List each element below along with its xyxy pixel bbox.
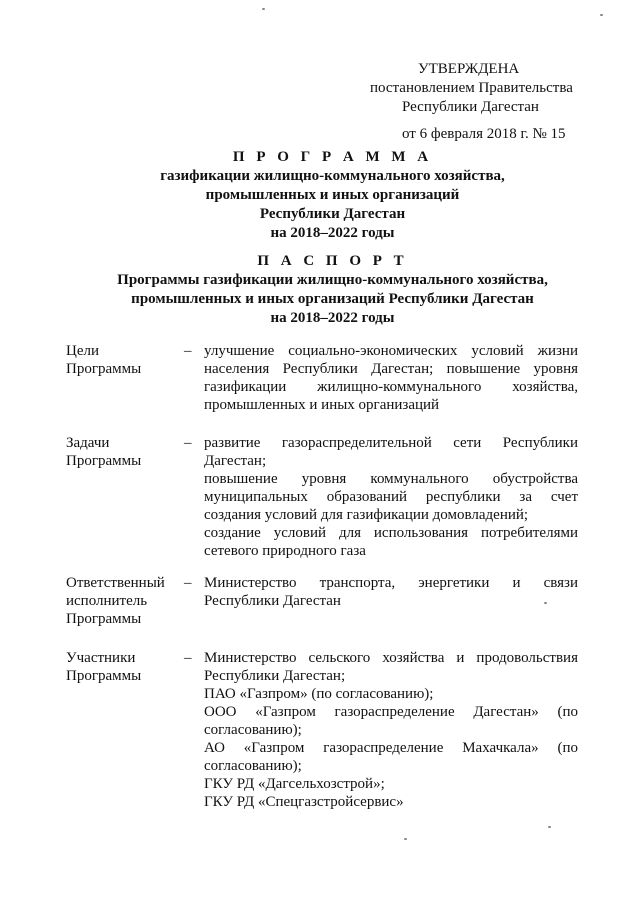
row-label: Задачи Программы <box>66 435 142 469</box>
program-title-line: на 2018–2022 годы <box>270 225 395 241</box>
row-label: Участники Программы <box>66 650 142 684</box>
passport-heading: П А С П О Р Т <box>257 253 408 269</box>
passport-title-line: на 2018–2022 годы <box>270 310 395 326</box>
approval-block <box>370 60 600 144</box>
program-title-line: Республики Дагестан <box>259 206 406 222</box>
row-dash: – <box>184 343 192 359</box>
program-title-line: газификации жилищно-коммунального хозяйства, <box>160 168 505 184</box>
scan-speck <box>544 602 547 604</box>
row-label: Ответственный исполнитель Программы <box>66 575 165 627</box>
passport-title-line: промышленных и иных организаций Республики Дагестан <box>131 291 534 307</box>
approval-date: от 6 февраля 2018 г. № 15 <box>402 126 566 142</box>
row-label: Цели Программы <box>66 343 142 377</box>
passport-title-line: Программы газификации жилищно-коммунального хозяйства, <box>117 272 548 288</box>
scan-speck <box>262 8 265 10</box>
approval-authority: постановлением Правительства <box>370 80 573 96</box>
approval-status: УТВЕРЖДЕНА <box>418 61 520 77</box>
approval-region: Республики Дагестан <box>402 99 539 115</box>
row-dash: – <box>184 435 192 451</box>
row-content: Министерство транспорта, энергетики и связи Республики Дагестан <box>204 575 578 609</box>
passport-title <box>60 252 605 328</box>
program-title <box>60 148 605 243</box>
row-content: Министерство сельского хозяйства и продовольствия Республики Дагестан; ПАО «Газпром» (по согласованию); ООО «Газпром газораспределение Дагестан» (по согласованию); АО «Газпром газораспределение Махачкала» (по согласованию); ГКУ РД «Дагсельхозстрой»; ГКУ РД «Спецгазстройсервис» <box>204 650 578 810</box>
row-content: развитие газораспределительной сети Республики Дагестан; повышение уровня коммунального обустройства муниципальных образований республики за счет создания условий для газификации домовладений; создание условий для использования потребителями сетевого природного газа <box>204 435 578 559</box>
program-title-line: промышленных и иных организаций <box>205 187 460 203</box>
scan-speck <box>548 826 551 828</box>
scan-speck <box>404 838 407 840</box>
scan-speck <box>600 14 603 16</box>
row-dash: – <box>184 650 192 666</box>
program-heading: П Р О Г Р А М М А <box>232 149 433 165</box>
row-dash: – <box>184 575 192 591</box>
row-content: улучшение социально-экономических условий жизни населения Республики Дагестан; повышение уровня газификации жилищно-коммунального хозяйства, промышленных и иных организаций <box>204 343 578 413</box>
